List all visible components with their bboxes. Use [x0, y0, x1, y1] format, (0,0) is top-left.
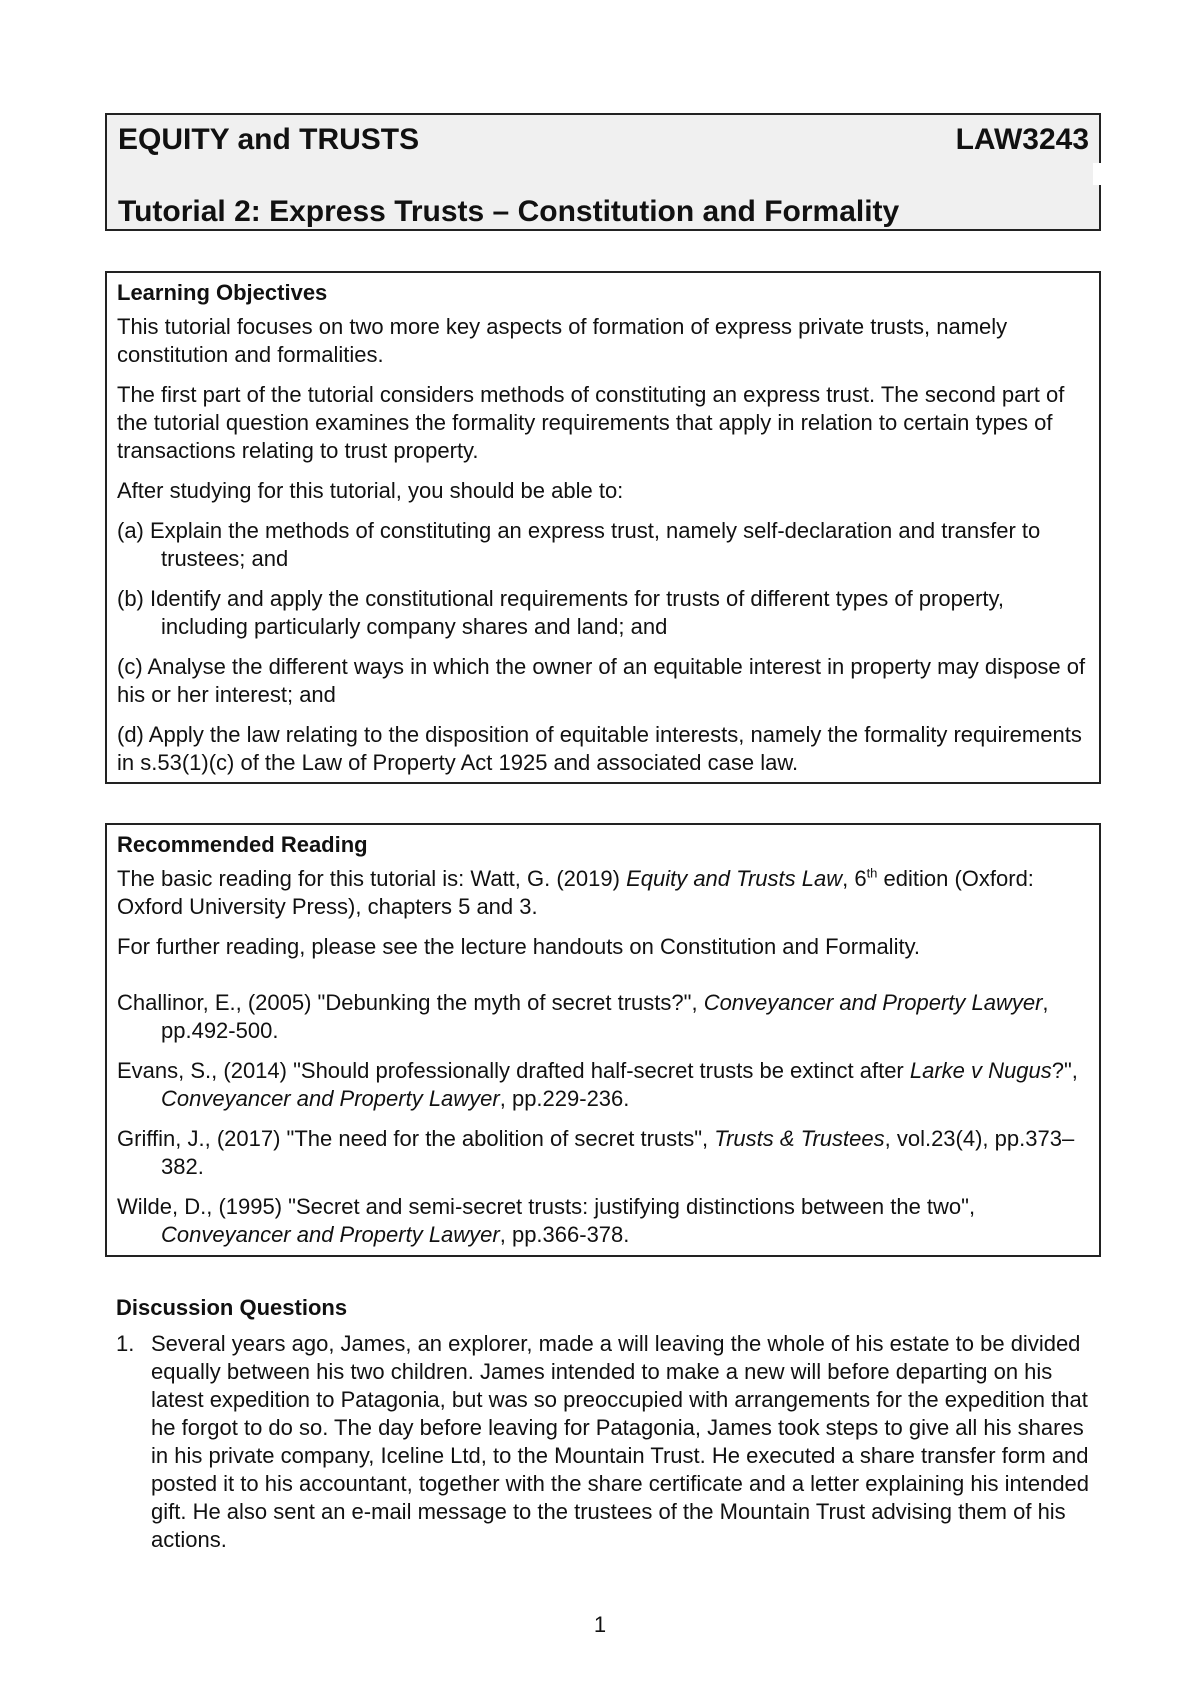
basic-reading-edition-sup: th — [866, 865, 878, 881]
reference-pages: , vol.23(4), pp.373–382. — [161, 1126, 1075, 1179]
title-box — [105, 113, 1101, 231]
reference-citation: Evans, S., (2014) "Should professionally drafted half-secret trusts be extinct after — [117, 1058, 910, 1083]
objective-item-b: (b) Identify and apply the constitutional requirements for trusts of different types of property, including particularly company shares and land; and — [117, 586, 1004, 639]
recommended-reading-box — [105, 823, 1101, 1257]
learning-objectives-heading: Learning Objectives — [117, 280, 328, 305]
discussion-heading: Discussion Questions — [116, 1295, 348, 1320]
discussion-section — [116, 1294, 1101, 1554]
reference-journal: Conveyancer and Property Lawyer — [161, 1086, 500, 1111]
recommended-reading-heading: Recommended Reading — [117, 832, 368, 857]
discussion-question — [116, 1330, 1101, 1554]
page-number: 1 — [593, 1612, 607, 1637]
objective-item-a: (a) Explain the methods of constituting an express trust, namely self-declaration and transfer to trustees; and — [117, 518, 1041, 571]
reference-case: Larke v Nugus — [909, 1058, 1052, 1083]
course-title: EQUITY and TRUSTS — [118, 123, 420, 156]
question-text: Several years ago, James, an explorer, made a will leaving the whole of his estate to be divided equally between his two children. James intended to make a new will before departing on his latest expedition to Patagonia, but was so preoccupied with arrangements for the expedition that he forgot to do so. The day before leaving for Patagonia, James took steps to give all his shares in his private company, Iceline Ltd, to the Mountain Trust. He executed a share transfer form and posted it to his accountant, together with the share certificate and a letter explaining his intended gift. He also sent an e-mail message to the trustees of the Mountain Trust advising them of his actions. — [151, 1331, 1090, 1552]
reference-pages: , pp.492-500. — [161, 990, 1049, 1043]
objective-item-d: (d) Apply the law relating to the disposition of equitable interests, namely the formality requirements in s.53(1)(c) of the Law of Property Act 1925 and associated case law. — [117, 722, 1082, 775]
learning-objectives-box — [105, 271, 1101, 784]
reference-journal: Trusts & Trustees — [714, 1126, 885, 1151]
objectives-paragraph: After studying for this tutorial, you should be able to: — [117, 478, 624, 503]
reference-item — [117, 1193, 1089, 1249]
border-gap — [1093, 163, 1101, 185]
reference-citation-end: ?", — [1051, 1058, 1078, 1083]
basic-reading-prefix: The basic reading for this tutorial is: Watt, G. (2019) — [117, 866, 627, 891]
reference-pages: , pp.229-236. — [499, 1086, 630, 1111]
objective-item-c: (c) Analyse the different ways in which the owner of an equitable interest in property may dispose of his or her interest; and — [117, 654, 1086, 707]
objectives-paragraph: The first part of the tutorial considers methods of constituting an express trust. The second part of the tutorial question examines the formality requirements that apply in relation to certain types of transactions relating to trust property. — [117, 382, 1065, 463]
reference-pages: , pp.366-378. — [499, 1222, 630, 1247]
question-number: 1. — [116, 1331, 135, 1356]
basic-reading — [117, 865, 1089, 921]
further-reading: For further reading, please see the lecture handouts on Constitution and Formality. — [117, 934, 921, 959]
basic-reading-suffix: edition (Oxford: Oxford University Press), chapters 5 and 3. — [117, 866, 1034, 919]
reference-item — [117, 1125, 1089, 1181]
reference-journal: Conveyancer and Property Lawyer — [703, 990, 1043, 1015]
reference-item — [117, 1057, 1089, 1113]
reference-citation: Challinor, E., (2005) "Debunking the myth of secret trusts?", — [117, 990, 704, 1015]
objectives-paragraph: This tutorial focuses on two more key aspects of formation of express private trusts, namely constitution and formalities. — [117, 314, 1008, 367]
basic-reading-book-title: Equity and Trusts Law — [626, 866, 843, 891]
reference-citation: Wilde, D., (1995) "Secret and semi-secret trusts: justifying distinctions between the two", — [117, 1194, 976, 1219]
course-code: LAW3243 — [955, 123, 1089, 156]
reference-journal: Conveyancer and Property Lawyer — [161, 1222, 500, 1247]
reference-item — [117, 989, 1089, 1045]
basic-reading-edition: , 6 — [842, 866, 867, 891]
tutorial-title: Tutorial 2: Express Trusts – Constitution and Formality — [118, 195, 900, 228]
reference-citation: Griffin, J., (2017) "The need for the abolition of secret trusts", — [117, 1126, 715, 1151]
